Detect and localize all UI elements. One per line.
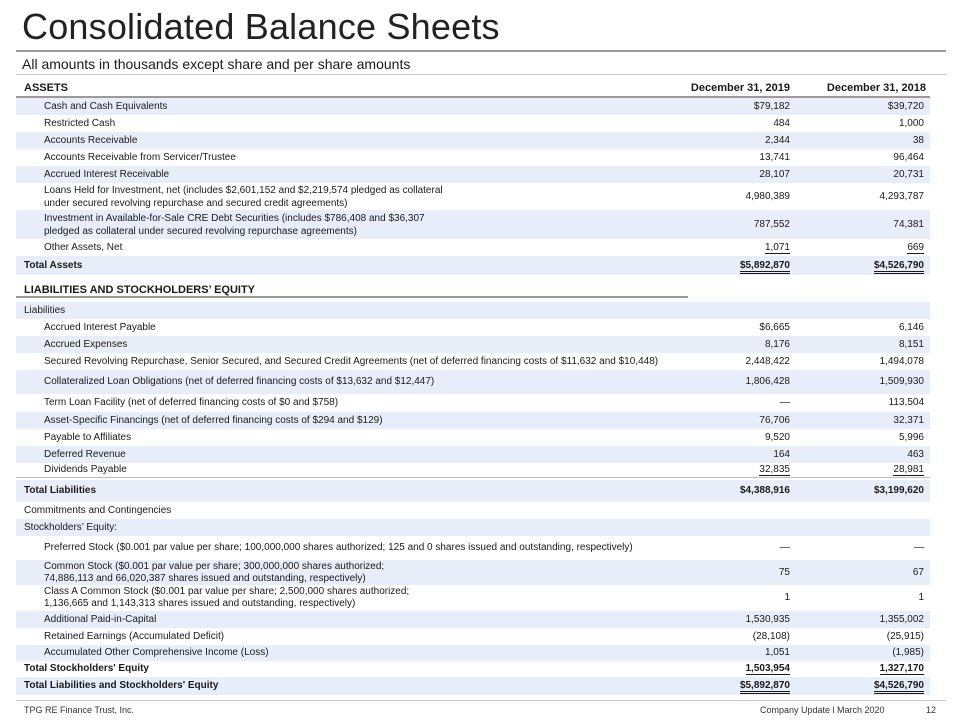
value-2018: (25,915) [886, 630, 924, 642]
row-label [44, 212, 425, 238]
row-label: Stockholders’ Equity: [24, 521, 118, 533]
value-2018: 1,355,002 [879, 613, 924, 625]
table-row [16, 536, 930, 560]
row-label: Term Loan Facility (net of deferred financing costs of $0 and $758) [44, 397, 339, 408]
value-2018-text: $4,526,790 [874, 680, 924, 694]
total-assets-row [16, 256, 930, 275]
value-2019: — [780, 397, 790, 408]
value-2019-text: $5,892,870 [740, 260, 790, 274]
row-label-line-2: 1,136,665 and 1,143,313 shares issued and outstanding, respectively) [44, 598, 356, 609]
total-equity-row [16, 661, 930, 677]
value-2018: — [914, 542, 924, 553]
row-label: Accrued Interest Payable [44, 321, 156, 333]
value-2018: 1,000 [898, 117, 924, 129]
value-2019: 8,176 [764, 338, 790, 350]
table-row [16, 319, 930, 336]
subtitle-rule [16, 74, 946, 75]
value-2019: 164 [773, 448, 790, 460]
row-label: Secured Revolving Repurchase, Senior Secured, and Secured Credit Agreements (net of deferred financing costs of $11,632 and $10,448) [44, 355, 659, 367]
liabilities-equity-header: LIABILITIES AND STOCKHOLDERS’ EQUITY [24, 284, 256, 296]
row-label: Dividends Payable [44, 464, 127, 475]
row-label: Accrued Interest Receivable [44, 168, 170, 180]
value-2018-text: 28,981 [893, 464, 924, 475]
value-2018: 74,381 [893, 218, 924, 230]
value-2019: (28,108) [752, 630, 790, 642]
title-rule [16, 50, 946, 52]
subtitle: All amounts in thousands except share and per share amounts [22, 56, 411, 72]
value-2018: 67 [912, 566, 924, 578]
table-row [16, 98, 930, 115]
row-label [44, 586, 409, 610]
value-2018 [814, 680, 924, 692]
total-liabilities-equity-row [16, 677, 930, 695]
liabilities-header-underline [16, 296, 688, 298]
table-row [16, 446, 930, 463]
value-2019: 4,980,389 [745, 190, 790, 202]
section-row [16, 302, 930, 319]
value-2019 [680, 680, 790, 692]
value-2019: 28,107 [759, 168, 790, 180]
value-2018: $3,199,620 [873, 485, 924, 496]
value-2018: 113,504 [888, 397, 924, 408]
value-2018: 6,146 [898, 321, 924, 333]
row-label: Accounts Receivable [44, 134, 138, 146]
table-row [16, 239, 930, 256]
row-label: Total Liabilities [24, 485, 97, 496]
row-label: Total Liabilities and Stockholders' Equity [24, 680, 219, 691]
value-2019: 1,530,935 [745, 613, 790, 625]
value-2018: 1 [918, 592, 924, 603]
assets-header: ASSETS [24, 82, 69, 94]
value-2019 [680, 464, 790, 476]
table-row [16, 210, 930, 239]
footer-rule [16, 700, 946, 701]
value-2018: $39,720 [887, 100, 924, 112]
table-row [16, 353, 930, 370]
value-2018 [814, 242, 924, 254]
row-label: Asset-Specific Financings (net of deferred financing costs of $294 and $129) [44, 414, 383, 426]
row-label: Commitments and Contingencies [24, 504, 172, 516]
value-2018 [814, 663, 924, 675]
row-label: Liabilities [24, 304, 66, 316]
table-row [16, 463, 930, 477]
row-label: Retained Earnings (Accumulated Deficit) [44, 630, 225, 642]
value-2018-text: $4,526,790 [874, 260, 924, 274]
value-2019: $4,388,916 [739, 485, 790, 496]
table-row [16, 394, 930, 412]
value-2019: 1,051 [764, 647, 790, 658]
page-title: Consolidated Balance Sheets [22, 6, 500, 47]
value-2019 [680, 242, 790, 254]
row-label-line-2: 74,886,113 and 66,020,387 shares issued and outstanding, respectively) [44, 572, 366, 584]
table-row [16, 149, 930, 166]
table-row [16, 429, 930, 446]
table-row [16, 628, 930, 645]
value-2019: 75 [778, 566, 790, 578]
row-label: Collateralized Loan Obligations (net of deferred financing costs of $13,632 and $12,447) [44, 376, 435, 387]
row-label: Preferred Stock ($0.001 par value per share; 100,000,000 shares authorized; 125 and 0 shares issued and outstanding, respectively) [44, 542, 633, 553]
row-label [44, 561, 384, 585]
value-2019-text: 1,503,954 [745, 663, 790, 674]
value-2018: 1,509,930 [879, 376, 924, 387]
value-2018-text: 1,327,170 [879, 663, 924, 674]
value-2018 [814, 260, 924, 272]
row-label-line-1: Class A Common Stock ($0.001 par value per share; 2,500,000 shares authorized; [44, 586, 410, 597]
value-2019 [680, 260, 790, 272]
value-2019: 1,806,428 [745, 376, 790, 387]
value-2019: — [780, 542, 790, 553]
table-row [16, 336, 930, 353]
table-row [16, 183, 930, 210]
row-label: Restricted Cash [44, 117, 116, 129]
col-2019-header: December 31, 2019 [690, 82, 790, 94]
page-number: 12 [926, 705, 937, 715]
table-row [16, 611, 930, 628]
value-2018: 8,151 [898, 338, 924, 350]
section-row [16, 519, 930, 536]
value-2019: 787,552 [753, 218, 790, 230]
table-row [16, 645, 930, 661]
value-2018: 38 [912, 134, 924, 146]
value-2018: 96,464 [893, 151, 924, 163]
row-label-line-2: pledged as collateral under secured revolving repurchase agreements) [44, 225, 357, 237]
value-2019: 13,741 [759, 151, 790, 163]
liabilities-separator [16, 477, 930, 478]
value-2019: 484 [773, 117, 790, 129]
row-label: Accrued Expenses [44, 338, 128, 350]
value-2019 [680, 663, 790, 675]
table-row [16, 585, 930, 611]
value-2018-text: 669 [907, 241, 924, 253]
value-2019-text: $5,892,870 [740, 680, 790, 694]
row-label-line-1: Investment in Available-for-Sale CRE Debt Securities (includes $786,408 and $36,307 [44, 212, 425, 224]
table-row [16, 115, 930, 132]
value-2018: 32,371 [893, 414, 924, 426]
value-2018: 4,293,787 [879, 190, 924, 202]
row-label: Total Stockholders' Equity [24, 663, 149, 674]
value-2018: (1,985) [892, 647, 924, 658]
table-row [16, 166, 930, 183]
value-2019: $6,665 [759, 321, 790, 333]
value-2019: 1 [784, 592, 790, 603]
row-label: Payable to Affiliates [44, 431, 132, 443]
value-2018: 1,494,078 [879, 355, 924, 367]
row-label-line-1: Loans Held for Investment, net (includes $2,601,152 and $2,219,574 pledged as collateral [44, 184, 443, 196]
value-2018 [814, 464, 924, 476]
table-row [16, 370, 930, 394]
col-2018-header: December 31, 2018 [826, 82, 926, 94]
row-label [44, 184, 443, 210]
footer-company: TPG RE Finance Trust, Inc. [24, 705, 135, 715]
row-label-line-2: under secured revolving repurchase and secured credit agreements) [44, 197, 348, 209]
value-2018: 463 [907, 448, 924, 460]
value-2018: 20,731 [893, 168, 924, 180]
row-label-line-1: Common Stock ($0.001 par value per share; 300,000,000 shares authorized; [44, 560, 385, 572]
value-2019: 9,520 [764, 431, 790, 443]
row-label: Other Assets, Net [44, 241, 123, 253]
total-liabilities-row [16, 480, 930, 502]
row-label: Additional Paid-in-Capital [44, 613, 157, 625]
table-row [16, 132, 930, 149]
footer-update: Company Update l March 2020 [760, 705, 885, 715]
row-label: Total Assets [24, 259, 83, 271]
value-2019-text: 32,835 [759, 464, 790, 475]
row-label: Deferred Revenue [44, 448, 126, 460]
row-label: Accounts Receivable from Servicer/Trustee [44, 151, 236, 163]
value-2019: 76,706 [759, 414, 790, 426]
row-label: Accumulated Other Comprehensive Income (Loss) [44, 647, 269, 658]
value-2019-text: 1,071 [764, 241, 790, 253]
value-2019: 2,448,422 [745, 355, 790, 367]
section-row [16, 502, 930, 519]
table-row [16, 412, 930, 429]
row-label: Cash and Cash Equivalents [44, 100, 168, 112]
value-2019: $79,182 [753, 100, 790, 112]
value-2019: 2,344 [764, 134, 790, 146]
value-2018: 5,996 [898, 431, 924, 443]
table-row [16, 560, 930, 585]
